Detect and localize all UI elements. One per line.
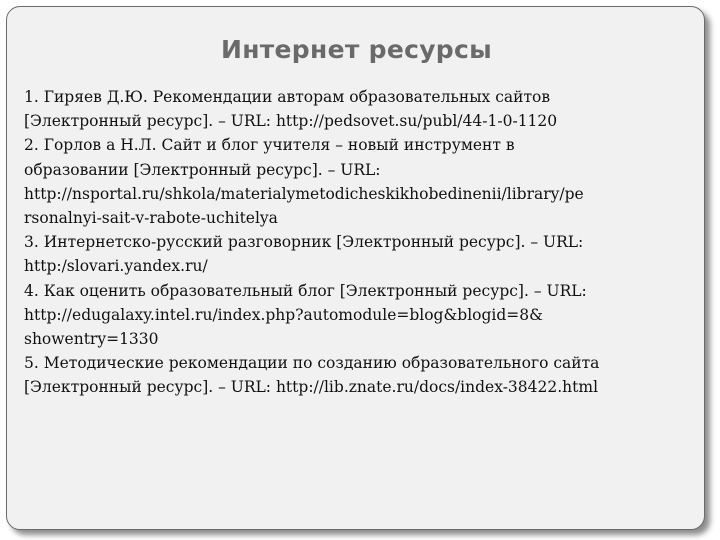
reference-line: showentry=1330: [24, 330, 159, 349]
reference-line: 4. Как оценить образовательный блог [Электронный ресурс]. – URL:: [24, 281, 587, 300]
reference-line: http://edugalaxy.intel.ru/index.php?automodule=blog&blogid=8&: [24, 305, 543, 324]
reference-line: rsonalnyi-sait-v-rabote-uchitelya: [24, 209, 278, 228]
reference-line: 2. Горлов а Н.Л. Сайт и блог учителя – новый инструмент в: [24, 136, 515, 155]
reference-item: [24, 85, 700, 133]
reference-line: http://nsportal.ru/shkola/materialymetodicheskikhobedinenii/library/pe: [24, 184, 584, 203]
reference-line: [Электронный ресурс]. – URL: http://pedsovet.su/publ/44-1-0-1120: [24, 112, 558, 131]
reference-line: [Электронный ресурс]. – URL: http://lib.znate.ru/docs/index-38422.html: [24, 378, 599, 397]
reference-item: [24, 351, 700, 399]
reference-line: 5. Методические рекомендации по созданию образовательного сайта: [24, 354, 600, 373]
reference-line: 1. Гиряев Д.Ю. Рекомендации авторам образовательных сайтов: [24, 88, 551, 106]
reference-list: [24, 85, 700, 400]
reference-item: [24, 133, 700, 230]
reference-line: образовании [Электронный ресурс]. – URL:: [24, 160, 381, 179]
slide-title: Интернет ресурсы: [220, 35, 493, 64]
reference-item: [24, 230, 700, 278]
reference-line: 3. Интернетско-русский разговорник [Электронный ресурс]. – URL:: [24, 233, 584, 252]
slide: [6, 6, 705, 530]
reference-line: http:/slovari.yandex.ru/: [24, 257, 208, 276]
reference-item: [24, 279, 700, 352]
